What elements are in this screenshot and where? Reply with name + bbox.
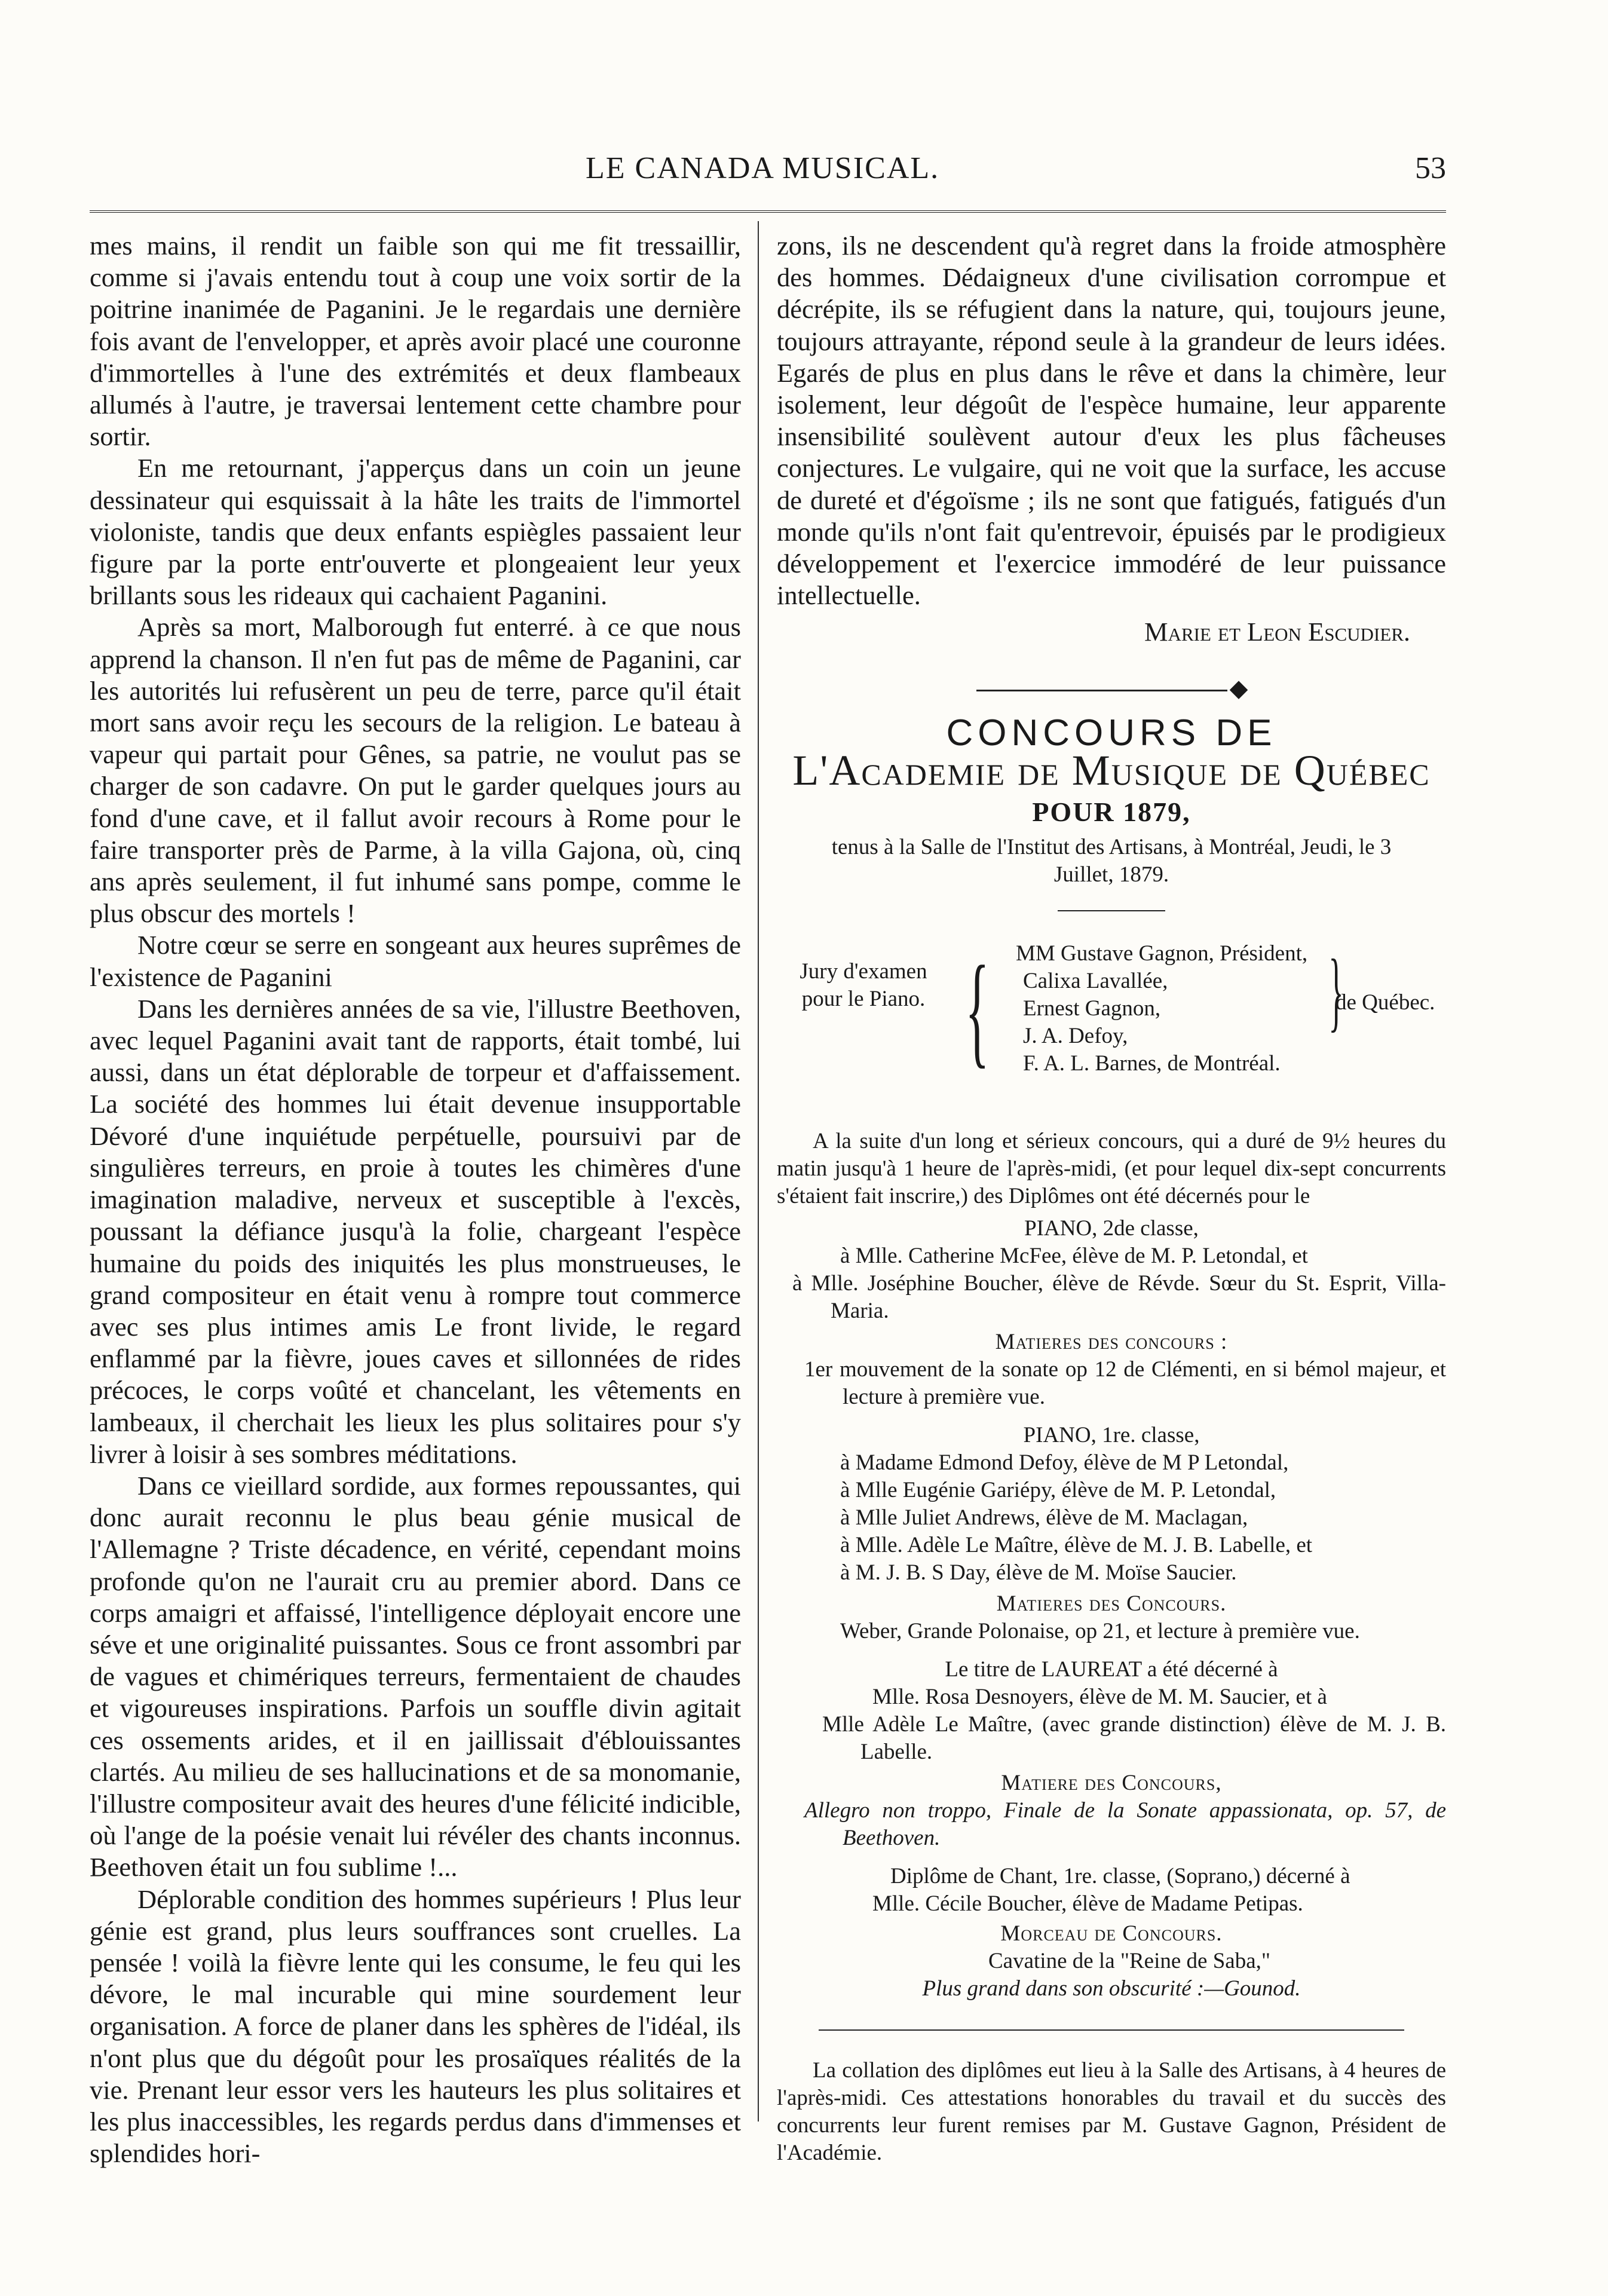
matieres-text: Allegro non troppo, Finale de la Sonate appassionata, op. 57, de Beethoven. [804, 1798, 1446, 1850]
jury-label: Jury d'examen pour le Piano. [800, 959, 927, 1011]
matieres-text: 1er mouvement de la sonate op 12 de Clémenti, en si bémol majeur, et lecture à première vue. [804, 1357, 1446, 1409]
award-entry: à Mlle. Adèle Le Maître, élève de M. J. B. Labelle, et [840, 1532, 1313, 1557]
matieres-title: Matiere des Concours, [1001, 1770, 1222, 1795]
morceau-line: Cavatine de la "Reine de Saba," [988, 1948, 1270, 1973]
jury-member: F. A. L. Barnes, de Montréal. [1023, 1051, 1281, 1076]
award-entry: à Mlle. Catherine McFee, élève de M. P. Letondal, et [840, 1243, 1308, 1268]
matieres-title: Matieres des Concours. [996, 1591, 1227, 1616]
paragraph: zons, ils ne descendent qu'à regret dans la froide atmosphère des hommes. Dédaigneux d'une civilisation corrompue et décrépite, ils se réfugient dans la nature, qui, toujours jeune, toujours attrayante, répond seule à la grandeur de leurs idées. Egarés de plus en plus dans le rêve et dans la chimère, leur isolement, leur dégoût de l'espèce humaine, leur apparente insensibilité soulèvent autour d'eux les plus fâcheuses conjectures. Le vulgaire, qui ne voit que la surface, les accuse de dureté et d'égoïsme ; ils ne sont que fatigués, fatigués d'un monde qu'ils n'ont fait qu'entrevoir, épuisés par le prodigieux développement et l'exercice immodéré de leur puissance intellectuelle. [777, 231, 1446, 611]
matieres-title: Matieres des concours : [995, 1329, 1228, 1354]
chant-line: Mlle. Cécile Boucher, élève de Madame Petipas. [872, 1891, 1303, 1916]
jury-member: J. A. Defoy, [1023, 1023, 1128, 1048]
morceau-line: Plus grand dans son obscurité :—Gounod. [922, 1976, 1301, 2001]
jury-city: de Québec. [1336, 990, 1435, 1015]
award-entry: à M. J. B. S Day, élève de M. Moïse Saucier. [840, 1560, 1237, 1585]
ornament-divider: ◆ [777, 672, 1446, 704]
section-heading: CONCOURS DE [946, 712, 1277, 754]
jury-block [777, 940, 1446, 1119]
page-header [90, 151, 1446, 198]
brace: { [965, 940, 990, 1079]
paragraph: Dans les dernières années de sa vie, l'illustre Beethoven, avec lequel Paganini avait tant de rapports, était tombé, lui aussi, dans un état déplorable de torpeur et d'affaissement. La société des hommes lui était devenue insupportable Dévoré d'une inquiétude perpétuelle, poursuivi par de singulières terreurs, en proie à toutes les chimères d'une imagination maladive, nerveux et susceptible à l'excès, poussant la défiance jusqu'à la folie, chargeant l'espèce humaine du poids des iniquités les plus monstrueuses, le grand compositeur en était venu à rompre tout commerce avec ses plus intimes amis Le front livide, le regard enflammé par la fièvre, joues caves et sillonnées de rides précoces, le corps voûté et chancelant, les vêtements en lambeaux, il cherchait les lieux les plus solitaires pour s'y livrer à loisir à ses sombres méditations. [90, 993, 741, 1469]
award-title: PIANO, 2de classe, [1024, 1216, 1199, 1241]
page-number: 53 [1415, 151, 1446, 185]
jury-member: Ernest Gagnon, [1023, 996, 1161, 1021]
paragraph: En me retournant, j'apperçus dans un coin un jeune dessinateur qui esquissait à la hâte les traits de l'immortel violoniste, tandis que deux enfants espiègles passaient leur figure par la porte entr'ouverte et plongeaient leur yeux brillants sous les rideaux qui cachaient Paganini. [90, 453, 741, 611]
jury-members [1016, 940, 1327, 1077]
section-year: POUR 1879, [1032, 797, 1191, 828]
matieres-text: Weber, Grande Polonaise, op 21, et lecture à première vue. [840, 1618, 1360, 1643]
morceau-title: Morceau de Concours. [1000, 1921, 1223, 1946]
award-title: PIANO, 1re. classe, [1023, 1422, 1200, 1447]
jury-member: MM Gustave Gagnon, Président, [1016, 941, 1308, 966]
paragraph: mes mains, il rendit un faible son qui me fit tressaillir, comme si j'avais entendu tout à coup une voix sortir de la poitrine inanimée de Paganini. Je le regardais une dernière fois avant de l'envelopper, et après avoir placé une couronne d'immortelles à l'une des extrémités et deux flambeaux allumés à l'autre, je traversai lentement cette chambre pour sortir. [90, 231, 741, 452]
paragraph: Après sa mort, Malborough fut enterré. à ce que nous apprend la chanson. Il n'en fut pas de même de Paganini, car les autorités lui refusèrent un peu de terre, parce qu'il était mort sans avoir reçu les secours de la religion. Le bateau à vapeur qui partait pour Gênes, sa patrie, ne voulut pas se charger de son cadavre. On put le garder quelques jours au fond d'une cave, et il fallut avoir recours à Rome pour le faire transporter près de Parme, à la villa Gajona, où, cinq ans après seulement, il fut inhumé sans pompe, comme le plus obscur des mortels ! [90, 612, 741, 929]
jury-member: Calixa Lavallée, [1023, 968, 1168, 993]
laureat-entry: Mlle. Rosa Desnoyers, élève de M. M. Saucier, et à [872, 1684, 1327, 1709]
brace: } [1328, 941, 1344, 1040]
section-heading: L'Academie de Musique de Québec [792, 746, 1431, 795]
intro-paragraph: A la suite d'un long et sérieux concours, qui a duré de 9½ heures du matin jusqu'à 1 heure de l'après-midi, (et pour lequel dix-sept concurrents s'étaient fait inscrire,) des Diplômes ont été décernés pour le [777, 1128, 1446, 1208]
paragraph: Dans ce vieillard sordide, aux formes repoussantes, qui donc aurait reconnu le plus beau génie musical de l'Allemagne ? Triste décadence, en vérité, cependant moins profonde qu'on ne l'aurait cru au premier abord. Dans ce corps amaigri et affaissé, l'intelligence déployait encore une séve et une originalité puissantes. Sous ce front assombri par de vagues et chimériques terreurs, fermentaient de chaudes et vigoureuses inspirations. Parfois un souffle divin agitait ces ossements arides, et il en jaillissait d'éblouissantes clartés. Au milieu de ses hallucinations et de sa monomanie, l'illustre compositeur avait des heures d'une félicité indicible, où l'ange de la poésie venait lui révéler des chants inconnus. Beethoven était un fou sublime !... [90, 1470, 741, 1882]
award-entry: à Mlle. Joséphine Boucher, élève de Révde. Sœur du St. Esprit, Villa-Maria. [792, 1271, 1446, 1323]
journal-title: LE CANADA MUSICAL. [586, 151, 940, 185]
small-rule [777, 2012, 1446, 2044]
header-rule [90, 210, 1446, 216]
left-column [90, 230, 741, 2169]
event-subtitle: tenus à la Salle de l'Institut des Artisans, à Montréal, Jeudi, le 3 Juillet, 1879. [831, 835, 1392, 887]
column-divider [758, 221, 759, 2121]
award-entry: à Mlle Juliet Andrews, élève de M. Maclagan, [840, 1505, 1248, 1530]
laureat-intro: Le titre de LAUREAT a été décerné à [945, 1657, 1278, 1682]
laureat-entry: Mlle Adèle Le Maître, (avec grande distinction) élève de M. J. B. Labelle. [822, 1712, 1446, 1764]
award-entry: à Mlle Eugénie Gariépy, élève de M. P. Letondal, [840, 1477, 1276, 1502]
small-rule [777, 892, 1446, 924]
article-signature: Marie et Leon Escudier. [1144, 617, 1410, 647]
paragraph: Déplorable condition des hommes supérieurs ! Plus leur génie est grand, plus leurs souffrances sont cruelles. La pensée ! voilà la fièvre lente qui les consume, le feu qui les dévore, le mal incurable qui mine sourdement leur organisation. A force de planer dans les sphères de l'idéal, ils n'ont plus que du dégoût pour les prosaïques réalités de la vie. Prenant leur essor vers les hauteurs les plus solitaires et les plus inaccessibles, les regards perdus dans d'immenses et splendides hori- [90, 1884, 741, 2169]
chant-line: Diplôme de Chant, 1re. classe, (Soprano,) décerné à [890, 1863, 1350, 1888]
right-column [777, 230, 1446, 2167]
closing-paragraph: La collation des diplômes eut lieu à la Salle des Artisans, à 4 heures de l'après-midi. Ces attestations honorables du travail et du succès des concurrents leur furent remises par M. Gustave Gagnon, Président de l'Académie. [777, 2058, 1446, 2165]
award-entry: à Madame Edmond Defoy, élève de M P Letondal, [840, 1450, 1289, 1475]
paragraph: Notre cœur se serre en songeant aux heures suprêmes de l'existence de Paganini [90, 930, 741, 992]
